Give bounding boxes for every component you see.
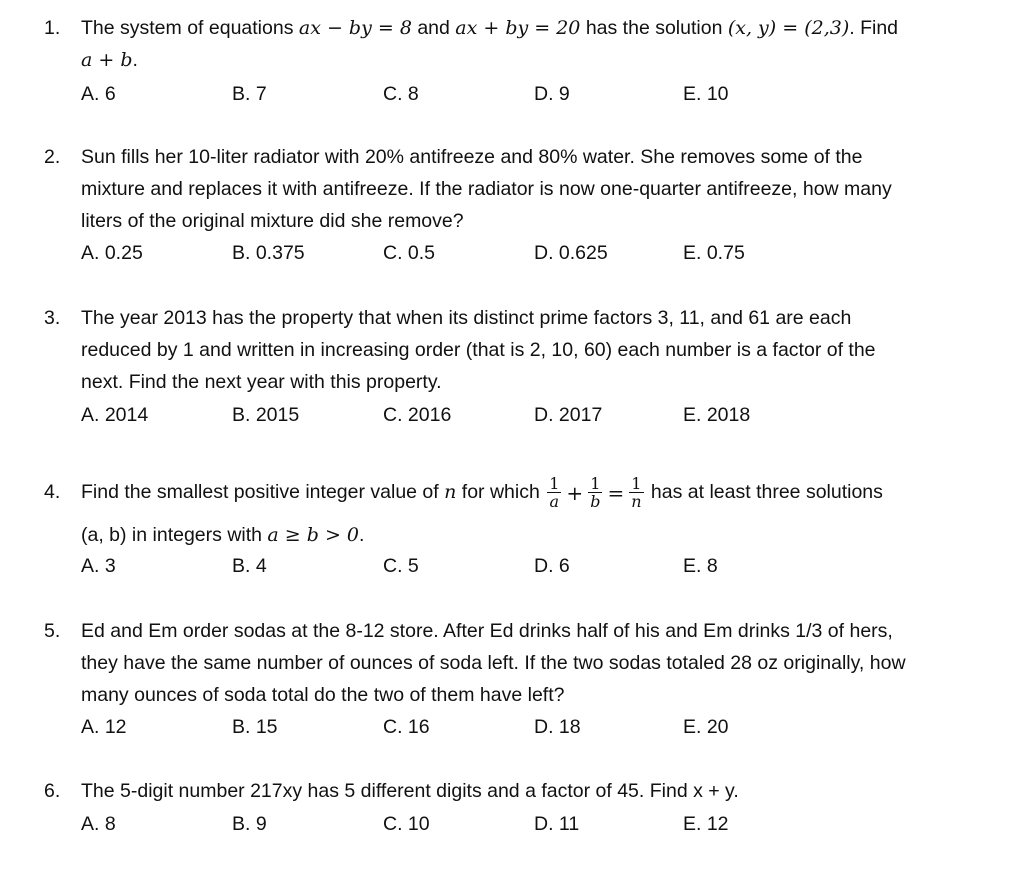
- answer-choices: [0, 713, 1024, 741]
- choice-e: E. 12: [683, 813, 729, 835]
- choice-d: D. 6: [534, 555, 570, 577]
- equation-2: ax + by = 20: [455, 17, 581, 39]
- choice-b: B. 15: [232, 716, 278, 738]
- answer-choices: [0, 810, 1024, 838]
- choice-e: E. 8: [683, 555, 718, 577]
- problem-statement: [81, 12, 1011, 76]
- problem-statement: [81, 466, 1011, 551]
- statement-line: [81, 12, 1011, 44]
- plus-sign: +: [566, 480, 584, 505]
- statement-text: has the solution: [580, 17, 728, 39]
- choice-e: E. 20: [683, 716, 729, 738]
- choice-a: A. 12: [81, 716, 127, 738]
- statement-line: they have the same number of ounces of soda left. If the two sodas totaled 28 oz originally, how: [81, 652, 906, 674]
- choice-a: A. 8: [81, 813, 116, 835]
- statement-line: Sun fills her 10-liter radiator with 20% antifreeze and 80% water. She removes some of the: [81, 146, 863, 168]
- answer-choices: [0, 401, 1024, 429]
- choice-b: B. 0.375: [232, 242, 305, 264]
- choice-b: B. 4: [232, 555, 267, 577]
- problem-number: 6.: [44, 780, 61, 802]
- denominator: n: [631, 492, 642, 512]
- choice-d: D. 11: [534, 813, 580, 835]
- choice-d: D. 2017: [534, 404, 603, 426]
- statement-text: . Find: [849, 17, 899, 39]
- choice-c: C. 8: [383, 83, 419, 105]
- statement-line: [81, 44, 1011, 76]
- choice-b: B. 2015: [232, 404, 300, 426]
- choice-e: E. 10: [683, 83, 729, 105]
- statement-text: Find the smallest positive integer value of: [81, 481, 445, 503]
- problem-number: 1.: [44, 17, 61, 39]
- denominator: b: [590, 492, 601, 512]
- statement-line: Ed and Em order sodas at the 8-12 store. After Ed drinks half of his and Em drinks 1/3 of hers,: [81, 620, 893, 642]
- choice-d: D. 18: [534, 716, 581, 738]
- problem-number: 3.: [44, 307, 61, 329]
- statement-text: has at least three solutions: [645, 481, 883, 503]
- problem-statement: [81, 615, 1011, 711]
- problem-number: 5.: [44, 620, 61, 642]
- choice-c: C. 2016: [383, 404, 452, 426]
- answer-choices: [0, 552, 1024, 580]
- problem-statement: [81, 141, 1011, 237]
- choice-c: C. 16: [383, 716, 430, 738]
- choice-c: C. 0.5: [383, 242, 436, 264]
- choice-e: E. 2018: [683, 404, 751, 426]
- statement-line: many ounces of soda total do the two of them have left?: [81, 684, 565, 706]
- problem-statement: [81, 775, 1011, 807]
- statement-text: (a, b) in integers with: [81, 523, 268, 546]
- fraction-1-over-n: [629, 475, 643, 510]
- variable-n: n: [444, 481, 457, 503]
- equation-1: ax − by = 8: [298, 17, 412, 39]
- choice-b: B. 7: [232, 83, 267, 105]
- answer-choices: [0, 239, 1024, 267]
- statement-text: .: [132, 49, 138, 71]
- choice-c: C. 10: [383, 813, 430, 835]
- problem-statement: [81, 302, 1011, 398]
- choice-a: A. 0.25: [81, 242, 143, 264]
- statement-text: and: [411, 17, 456, 39]
- numerator: 1: [549, 474, 560, 494]
- choice-e: E. 0.75: [683, 242, 745, 264]
- numerator: 1: [629, 475, 643, 493]
- choice-a: A. 3: [81, 555, 116, 577]
- choice-a: A. 6: [81, 83, 116, 105]
- choice-b: B. 9: [232, 813, 267, 835]
- statement-text: .: [359, 523, 365, 546]
- statement-line: [81, 466, 1011, 519]
- statement-line: next. Find the next year with this property.: [81, 371, 442, 393]
- choice-a: A. 2014: [81, 404, 149, 426]
- inequality: a ≥ b > 0: [267, 523, 359, 546]
- target-expression: a + b: [81, 49, 133, 71]
- statement-line: reduced by 1 and written in increasing order (that is 2, 10, 60) each number is a factor of the: [81, 339, 876, 361]
- statement-line: liters of the original mixture did she remove?: [81, 210, 464, 232]
- statement-line: The year 2013 has the property that when its distinct prime factors 3, 11, and 61 are each: [81, 307, 852, 329]
- statement-text: The system of equations: [81, 17, 299, 39]
- choice-d: D. 9: [534, 83, 570, 105]
- statement-line: [81, 519, 1011, 551]
- fraction-1-over-a: [547, 475, 561, 510]
- statement-text: for which: [456, 481, 546, 503]
- statement-line: The 5-digit number 217xy has 5 different digits and a factor of 45. Find x + y.: [81, 780, 739, 802]
- solution-pair: (x, y) = (2,3): [727, 17, 850, 39]
- numerator: 1: [588, 475, 602, 493]
- answer-choices: [0, 80, 1024, 108]
- choice-c: C. 5: [383, 555, 419, 577]
- choice-d: D. 0.625: [534, 242, 608, 264]
- problem-number: 4.: [44, 481, 61, 503]
- denominator: a: [549, 492, 560, 512]
- problem-number: 2.: [44, 146, 61, 168]
- equals-sign: =: [607, 480, 625, 505]
- statement-line: mixture and replaces it with antifreeze. If the radiator is now one-quarter antifreeze, how many: [81, 178, 892, 200]
- fraction-1-over-b: [588, 475, 602, 510]
